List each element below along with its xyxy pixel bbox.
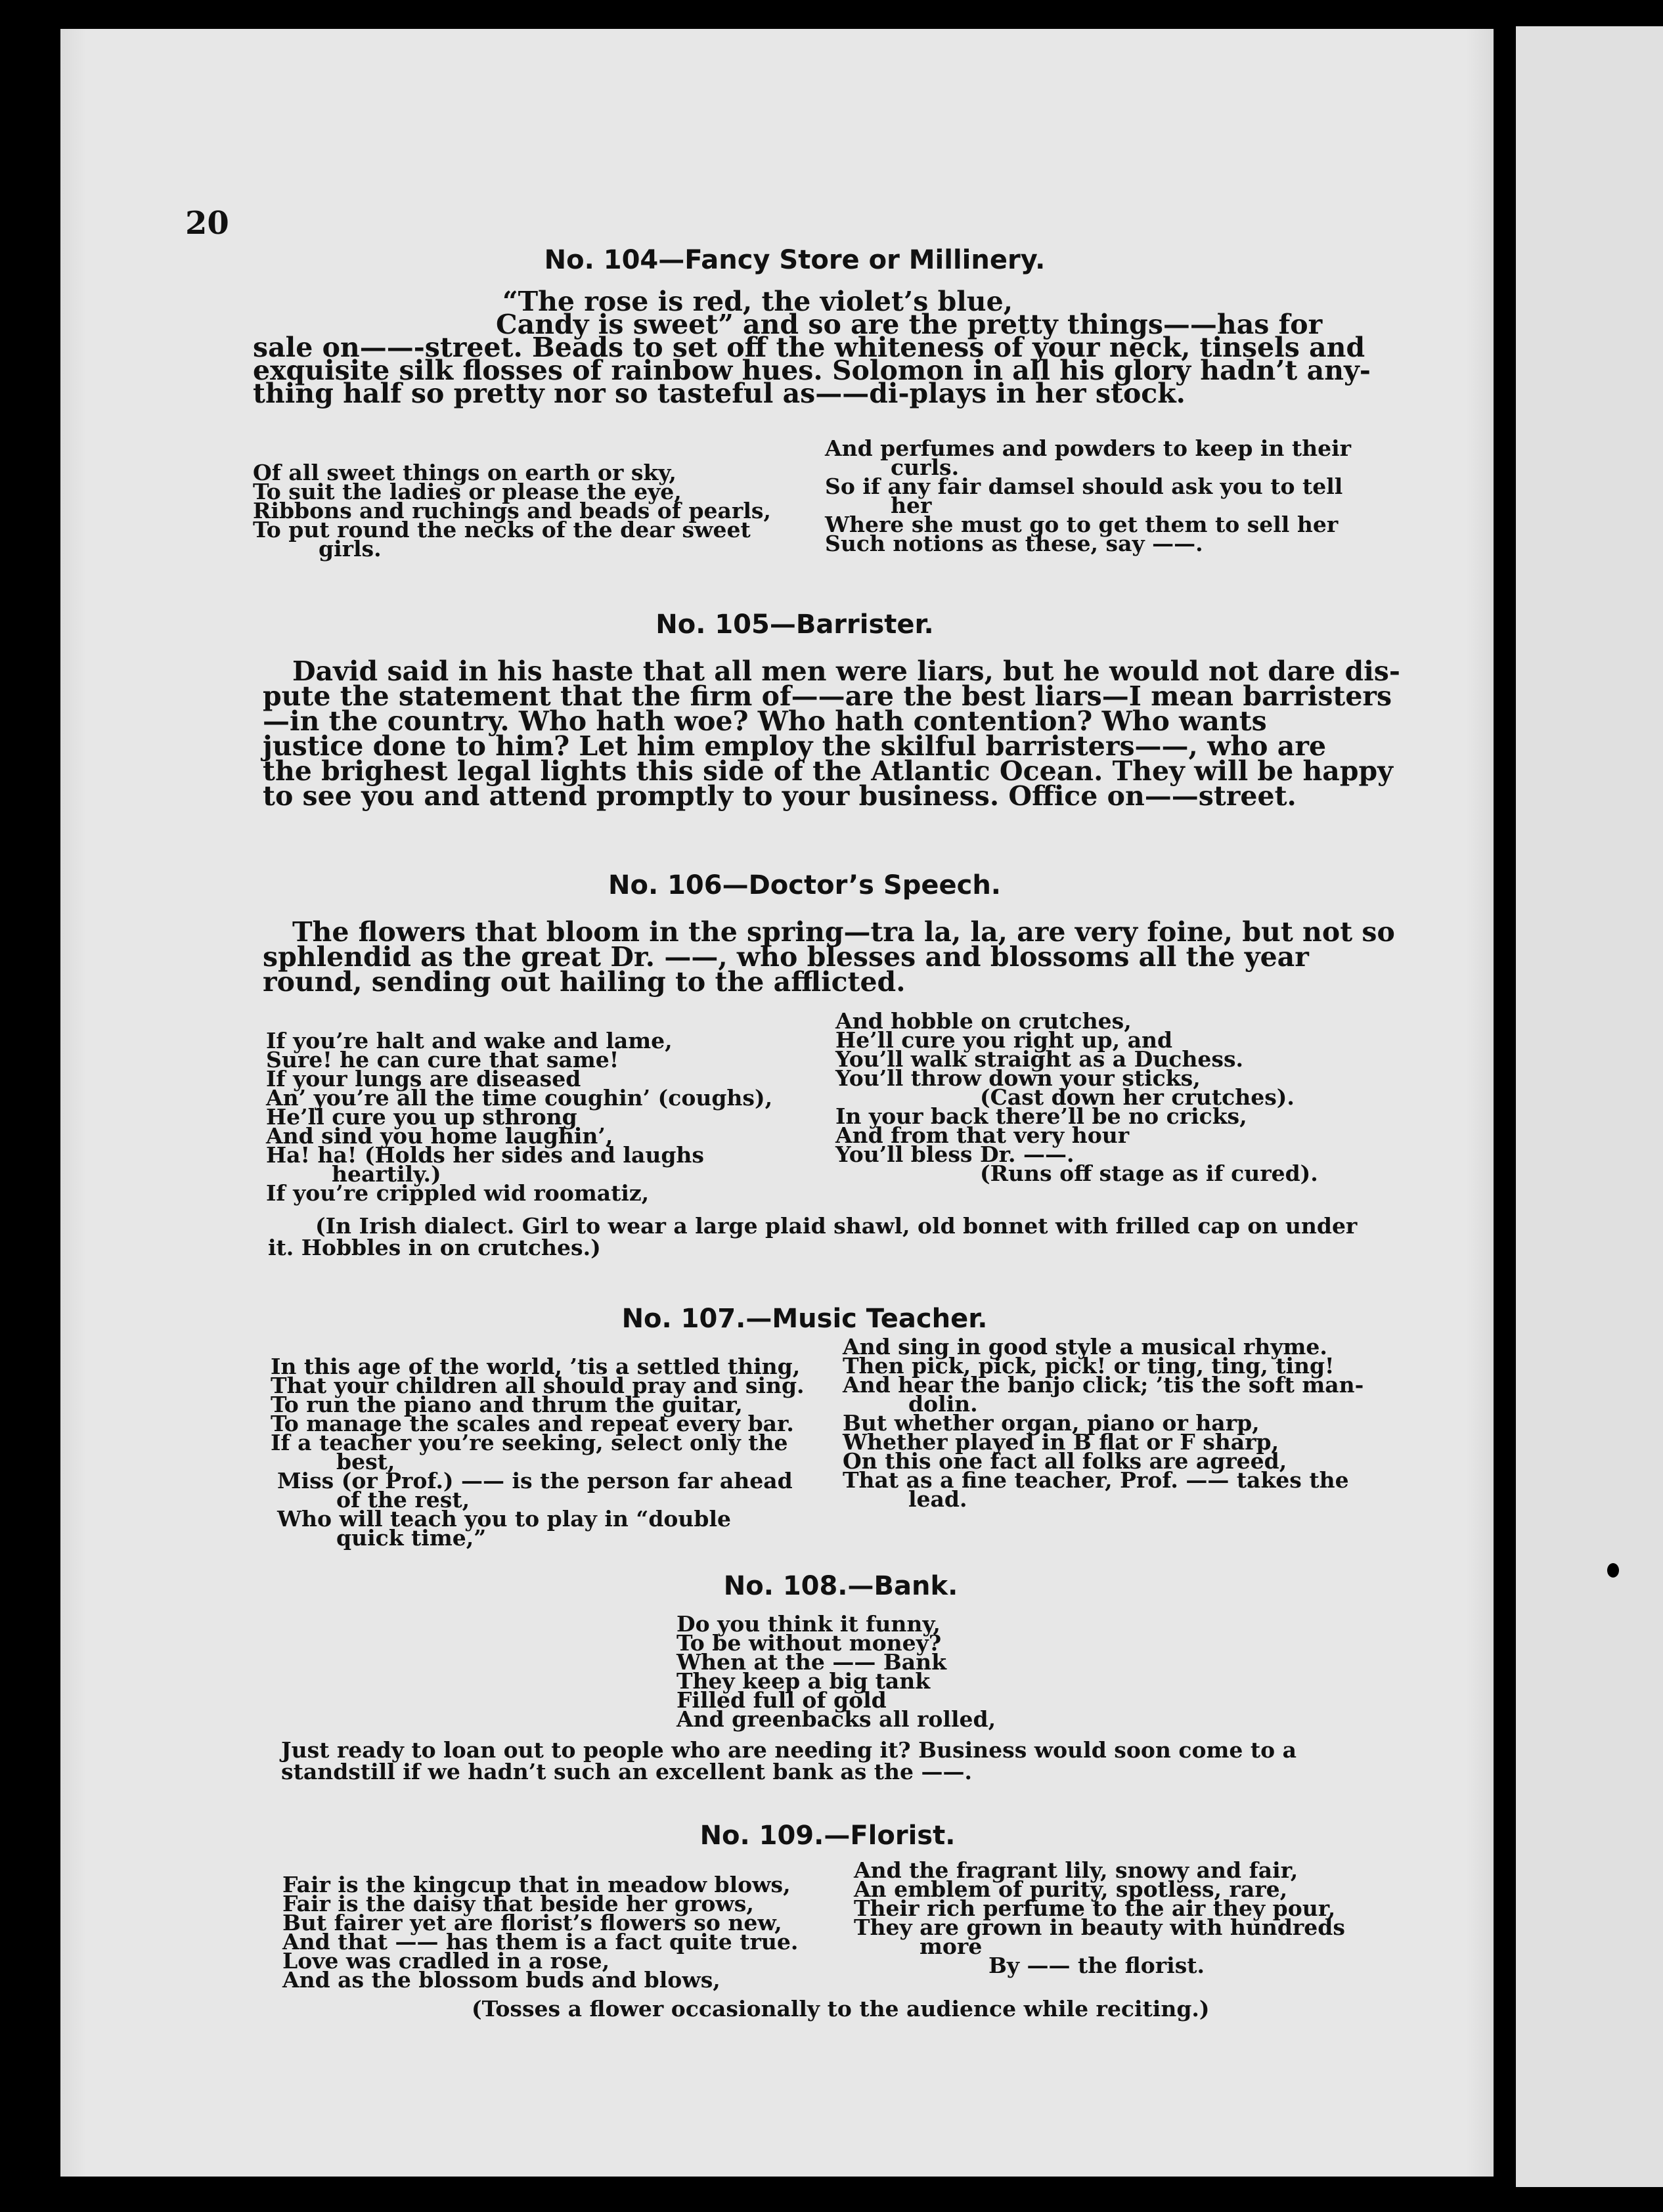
verse-line: Sure! he can cure that same! [266,1047,619,1073]
stage-note-106 [268,1215,1357,1258]
verse-104-right [825,435,1352,556]
verse-line: Who will teach you to play in “double [277,1506,732,1532]
verse-line: They keep a big tank [676,1668,931,1694]
prose-line: David said in his haste that all men were liars, but he would not dare dis- [292,655,1400,687]
verse-line: And sing in good style a musical rhyme. [843,1334,1327,1360]
verse-line: So if any fair damsel should ask you to tell [825,474,1343,499]
verse-line: An emblem of purity, spotless, rare, [854,1876,1288,1902]
verse-line: If a teacher you’re seeking, select only the [271,1430,788,1455]
prose-line: “The rose is red, the violet’s blue, [502,286,1013,317]
verse-109-right [854,1857,1345,1978]
verse-line: Of all sweet things on earth or sky, [253,460,676,485]
verse-line: And hobble on crutches, [835,1008,1132,1034]
heading-106: No. 106—Doctor’s Speech. [608,870,1001,900]
verse-109-left [282,1872,799,1993]
prose-line: round, sending out hailing to the afflicted. [263,966,906,998]
verse-line: If you’re crippled wid roomatiz, [266,1180,650,1206]
verse-line: On this one fact all folks are agreed, [843,1448,1287,1474]
verse-107-left [271,1354,805,1551]
heading-104: No. 104—Fancy Store or Millinery. [544,245,1046,275]
verse-line: In this age of the world, ’tis a settled thing, [271,1354,801,1379]
prose-line: —in the country. Who hath woe? Who hath contention? Who wants [263,705,1267,737]
verse-line: In your back there’ll be no cricks, [835,1103,1247,1129]
verse-line: heartily.) [332,1161,441,1187]
verse-line: And hear the banjo click; ’tis the soft man- [843,1372,1364,1398]
verse-107-right [843,1334,1364,1512]
prose-line: standstill if we hadn’t such an excellent bank as the ——. [281,1759,972,1784]
verse-line: Ribbons and ruchings and beads of pearls, [253,498,771,523]
verse-line: (Runs off stage as if cured). [980,1161,1318,1186]
verse-line: But fairer yet are florist’s flowers so new, [282,1910,782,1936]
verse-line: To manage the scales and repeat every bar. [271,1411,794,1436]
verse-line: To be without money? [676,1630,942,1656]
verse-line: And perfumes and powders to keep in their [825,435,1352,461]
verse-line: Miss (or Prof.) —— is the person far ahead [277,1468,793,1493]
verse-line: girls. [319,536,382,562]
verse-line: You’ll bless Dr. ——. [835,1141,1075,1167]
prose-line: justice done to him? Let him employ the skilful barristers——, who are [263,730,1327,762]
verse-line: And from that very hour [835,1122,1130,1148]
verse-line: Fair is the daisy that beside her grows, [282,1891,754,1916]
verse-108 [676,1611,996,1732]
prose-line: Candy is sweet” and so are the pretty things——has for [496,309,1323,340]
verse-line: An’ you’re all the time coughin’ (coughs), [266,1085,773,1111]
verse-line: best, [336,1449,395,1474]
verse-line: He’ll cure you right up, and [835,1027,1173,1053]
heading-107: No. 107.—Music Teacher. [621,1304,988,1334]
prose-line: Just ready to loan out to people who are needing it? Business would soon come to a [281,1737,1297,1763]
verse-line: Do you think it funny, [676,1611,941,1637]
page-number: 20 [185,205,229,242]
verse-line: Where she must go to get them to sell her [825,512,1339,537]
facing-page-edge [1516,26,1663,2187]
verse-line: Love was cradled in a rose, [282,1948,610,1974]
verse-line: He’ll cure you up sthrong [266,1104,577,1130]
verse-line: Whether played in B flat or F sharp, [843,1429,1279,1455]
verse-line: If you’re halt and wake and lame, [266,1028,673,1053]
prose-line: The flowers that bloom in the spring—tra la, la, are very foine, but not so [292,916,1395,948]
verse-line: And greenbacks all rolled, [676,1706,996,1732]
verse-line: When at the —— Bank [676,1649,946,1675]
prose-line: exquisite silk flosses of rainbow hues. Solomon in all his glory hadn’t any- [253,355,1371,386]
prose-line: to see you and attend promptly to your business. Office on——street. [263,780,1297,812]
verse-line: That your children all should pray and sing. [271,1373,805,1398]
verse-104-left [253,460,771,562]
prose-line: sale on——-street. Beads to set off the whiteness of your neck, tinsels and [253,332,1365,363]
verse-line: quick time,” [336,1525,487,1551]
verse-line: Such notions as these, say ——. [825,531,1203,556]
note-line: (In Irish dialect. Girl to wear a large plaid shawl, old bonnet with frilled cap on under [315,1213,1358,1239]
verse-line: Filled full of gold [676,1687,887,1713]
verse-106-left [266,1028,773,1206]
verse-line: And as the blossom buds and blows, [282,1967,721,1993]
stage-note-109: (Tosses a flower occasionally to the audience while reciting.) [472,1996,1210,2022]
prose-106 [263,916,1395,998]
verse-line: And that —— has them is a fact quite true. [282,1929,799,1955]
verse-line: That as a fine teacher, Prof. —— takes the [843,1467,1349,1493]
note-line: it. Hobbles in on crutches.) [268,1235,601,1260]
verse-line: You’ll throw down your sticks, [835,1065,1201,1091]
verse-line: her [891,493,932,518]
heading-108: No. 108.—Bank. [723,1571,958,1601]
prose-104 [253,286,1371,409]
verse-line: To run the piano and thrum the guitar, [271,1392,743,1417]
verse-line: And sind you home laughin’, [266,1123,613,1149]
prose-line: sphlendid as the great Dr. ——, who blesses and blossoms all the year [263,941,1309,973]
verse-106-right [835,1008,1318,1186]
verse-line: Their rich perfume to the air they pour, [854,1895,1336,1921]
verse-line: Fair is the kingcup that in meadow blows, [282,1872,791,1897]
prose-line: thing half so pretty nor so tasteful as——di-plays in her stock. [253,378,1186,409]
verse-line: Then pick, pick, pick! or ting, ting, ting! [843,1353,1335,1379]
verse-line: Ha! ha! (Holds her sides and laughs [266,1142,704,1168]
verse-line: But whether organ, piano or harp, [843,1410,1260,1436]
verse-line: more [920,1934,983,1959]
verse-line: lead. [908,1486,967,1512]
verse-line: curls. [891,454,960,480]
ink-spot [1607,1563,1619,1578]
verse-line: dolin. [908,1391,978,1417]
verse-line: To put round the necks of the dear sweet [253,517,751,542]
verse-line: They are grown in beauty with hundreds [854,1914,1345,1940]
verse-line: If your lungs are diseased [266,1066,581,1092]
prose-108 [281,1739,1297,1782]
verse-line: You’ll walk straight as a Duchess. [835,1046,1244,1072]
heading-105: No. 105—Barrister. [655,609,934,640]
verse-line: And the fragrant lily, snowy and fair, [854,1857,1298,1883]
prose-line: the brighest legal lights this side of the Atlantic Ocean. They will be happy [263,755,1393,787]
heading-109: No. 109.—Florist. [699,1821,956,1851]
verse-line: By —— the florist. [988,1953,1205,1978]
prose-105 [263,655,1400,812]
verse-line: (Cast down her crutches). [980,1084,1295,1110]
verse-line: To suit the ladies or please the eye, [253,479,682,504]
prose-line: pute the statement that the firm of——are the best liars—I mean barristers [263,680,1392,712]
verse-line: of the rest, [336,1487,470,1513]
